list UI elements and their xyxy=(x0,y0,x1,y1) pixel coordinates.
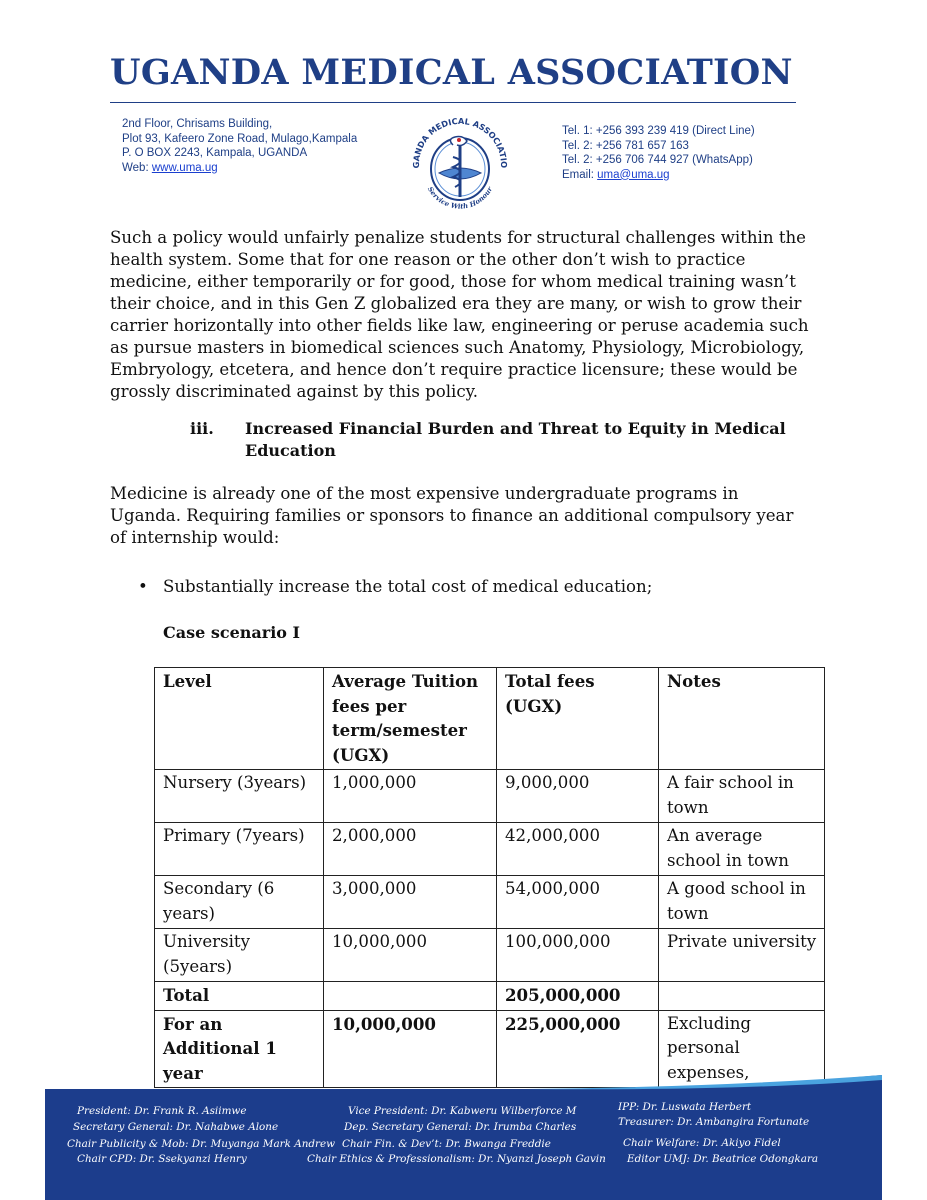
address-line: Plot 93, Kafeero Zone Road, Mulago,Kampala xyxy=(122,132,358,145)
level-cell: Primary (7years) xyxy=(155,823,324,876)
table-row xyxy=(155,876,825,929)
email-line xyxy=(562,168,755,183)
footer-chair-cpd: Chair CPD: Dr. Ssekyanzi Henry xyxy=(77,1153,247,1165)
total-fees-cell: 54,000,000 xyxy=(497,876,659,929)
bullet-text: Substantially increase the total cost of medical education; xyxy=(163,577,653,596)
footer-chair-publicity: Chair Publicity & Mob: Dr. Muyanga Mark Andrew xyxy=(67,1138,336,1150)
uma-logo xyxy=(405,107,515,217)
footer-editor-umj: Editor UMJ: Dr. Beatrice Odongkara xyxy=(627,1153,819,1165)
policy-paragraph: Such a policy would unfairly penalize students for structural challenges within the health system. Some that for one reason or the other don’t wish to practice medicine, either temporarily or for good, those for whom medical training wasn’t their choice, and in this Gen Z globalized era they are many, or wish to grow their carrier horizontally into other fields like law, engineering or peruse academia such as pursue masters in biomedical sciences such Anatomy, Physiology, Microbiology, Embryology, etcetera, and hence don’t require practice licensure; these would be grossly discriminated against by this policy. xyxy=(110,228,809,401)
total-tuition-cell xyxy=(324,982,497,1011)
fees-table xyxy=(154,667,825,1088)
tuition-cell: 10,000,000 xyxy=(324,929,497,982)
section-number: iii. xyxy=(190,419,214,438)
footer-vice-president: Vice President: Dr. Kabweru Wilberforce M xyxy=(348,1105,577,1117)
cost-paragraph: Medicine is already one of the most expensive undergraduate programs in Uganda. Requiring families or sponsors to finance an additional compulsory year of internship would: xyxy=(110,484,794,547)
section-title: Increased Financial Burden and Threat to Equity in Medical Education xyxy=(245,419,786,460)
tuition-cell: 2,000,000 xyxy=(324,823,497,876)
footer-chair-finance: Chair Fin. & Dev’t: Dr. Bwanga Freddie xyxy=(342,1138,551,1150)
footer-chair-welfare: Chair Welfare: Dr. Akiyo Fidel xyxy=(623,1137,781,1149)
footer-president: President: Dr. Frank R. Asiimwe xyxy=(77,1105,247,1117)
table-row xyxy=(155,929,825,982)
email-label: Email: xyxy=(562,168,598,181)
additional-label-cell: For an Additional 1 year xyxy=(155,1010,324,1088)
level-cell: Nursery (3years) xyxy=(155,770,324,823)
web-line xyxy=(122,161,357,176)
header-cell: Notes xyxy=(659,668,825,770)
notes-cell: An average school in town xyxy=(659,823,825,876)
level-cell: Secondary (6 years) xyxy=(155,876,324,929)
footer-band xyxy=(45,1075,882,1200)
total-amount-cell: 205,000,000 xyxy=(497,982,659,1011)
footer-ipp: IPP: Dr. Luswata Herbert xyxy=(618,1101,752,1113)
additional-notes-cell: Excluding personal expenses, xyxy=(659,1010,825,1088)
contact-block xyxy=(562,124,755,182)
header-cell: Average Tuition fees per term/semester (UGX) xyxy=(324,668,497,770)
notes-cell: Private university xyxy=(659,929,825,982)
header-cell: Level xyxy=(155,668,324,770)
address-line: P. O BOX 2243, Kampala, UGANDA xyxy=(122,147,308,159)
organization-title: UGANDA MEDICAL ASSOCIATION xyxy=(110,52,793,93)
total-notes-cell xyxy=(659,982,825,1011)
tuition-cell: 1,000,000 xyxy=(324,770,497,823)
header-cell: Total fees (UGX) xyxy=(497,668,659,770)
additional-total-cell: 225,000,000 xyxy=(497,1010,659,1088)
total-fees-cell: 9,000,000 xyxy=(497,770,659,823)
footer-treasurer: Treasurer: Dr. Ambangira Fortunate xyxy=(618,1116,810,1128)
additional-tuition-cell: 10,000,000 xyxy=(324,1010,497,1088)
address-block xyxy=(122,117,357,175)
table-row xyxy=(155,823,825,876)
logo-top-text: GANDA MEDICAL ASSOCIATIO xyxy=(410,115,510,169)
website-link[interactable]: www.uma.ug xyxy=(151,161,218,174)
total-label-cell: Total xyxy=(155,982,324,1011)
table-row xyxy=(155,770,825,823)
address-line: 2nd Floor, Chrisams Building, xyxy=(122,118,273,130)
table-header-row xyxy=(155,668,825,770)
case-scenario-title: Case scenario I xyxy=(163,623,301,642)
web-label: Web: xyxy=(122,161,152,174)
level-cell: University (5years) xyxy=(155,929,324,982)
total-row xyxy=(155,982,825,1011)
email-link[interactable]: uma@uma.ug xyxy=(597,168,670,181)
footer-dep-secretary: Dep. Secretary General: Dr. Irumba Charles xyxy=(344,1121,577,1133)
footer-secretary-general: Secretary General: Dr. Nahabwe Alone xyxy=(73,1121,279,1133)
phone-line: Tel. 2: +256 781 657 163 xyxy=(562,139,689,152)
notes-cell: A fair school in town xyxy=(659,770,825,823)
notes-cell: A good school in town xyxy=(659,876,825,929)
footer-chair-ethics: Chair Ethics & Professionalism: Dr. Nyanzi Joseph Gavin xyxy=(307,1153,606,1165)
title-divider xyxy=(110,102,796,103)
phone-line: Tel. 2: +256 706 744 927 (WhatsApp) xyxy=(562,154,753,166)
phone-line: Tel. 1: +256 393 239 419 (Direct Line) xyxy=(562,125,755,137)
logo-motto-text: Service With Honour xyxy=(425,185,495,211)
total-fees-cell: 100,000,000 xyxy=(497,929,659,982)
tuition-cell: 3,000,000 xyxy=(324,876,497,929)
total-fees-cell: 42,000,000 xyxy=(497,823,659,876)
bullet-marker: • xyxy=(138,577,148,596)
